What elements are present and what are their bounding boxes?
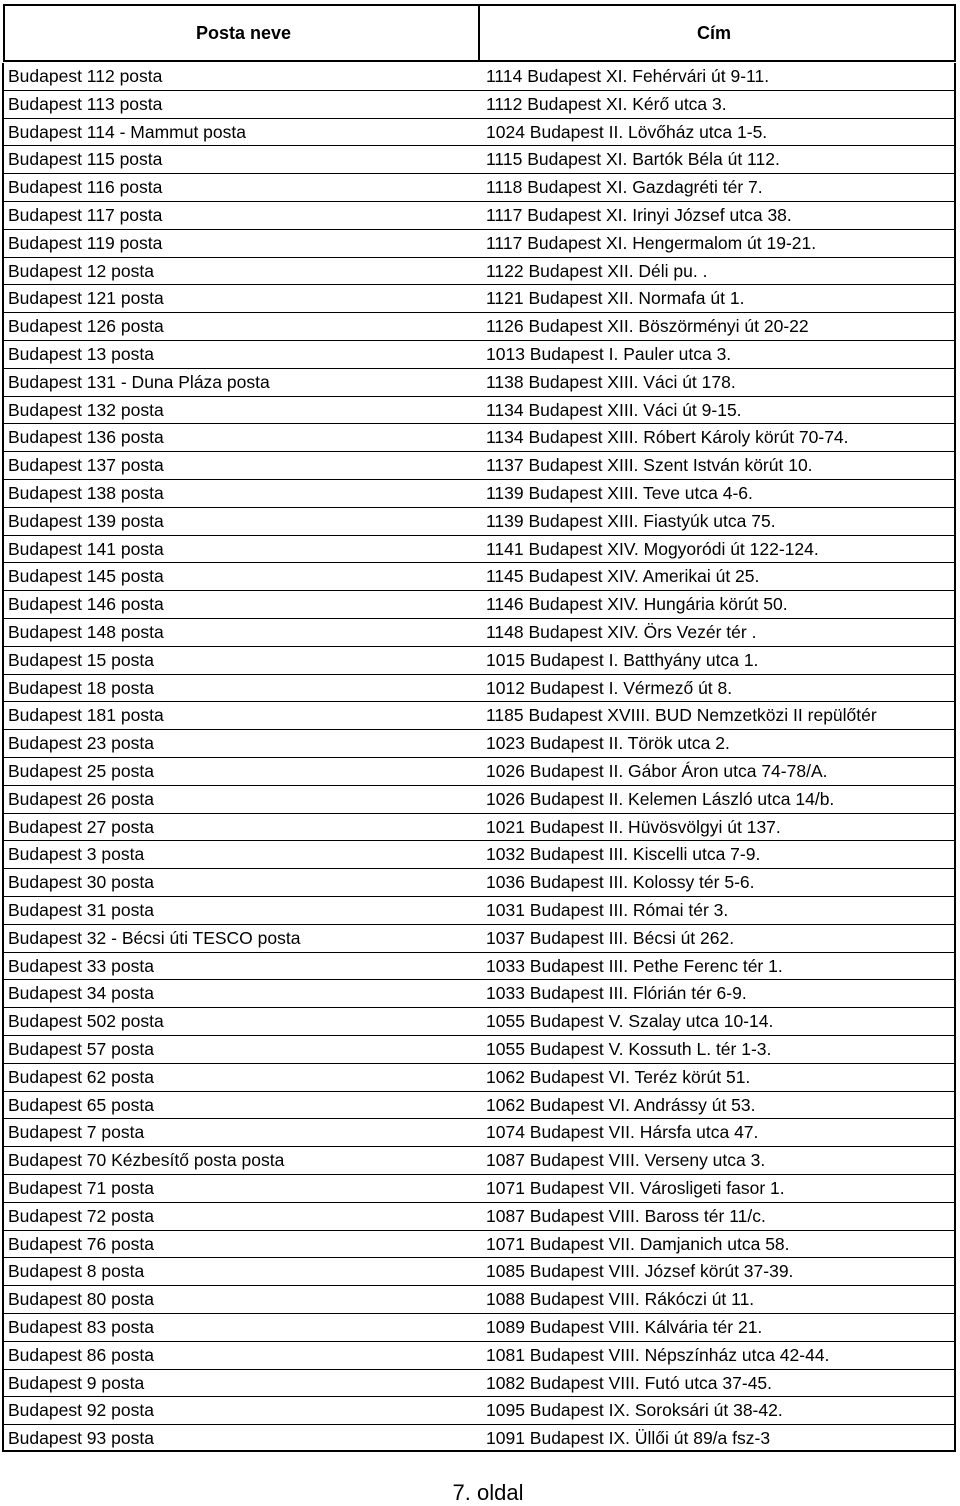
table-row (4, 285, 954, 313)
post-office-address: 1026 Budapest II. Gábor Áron utca 74-78/A. (486, 761, 828, 781)
post-office-address: 1134 Budapest XIII. Róbert Károly körút 70-74. (486, 427, 849, 448)
post-office-name: Budapest 139 posta (8, 510, 164, 531)
post-office-address: 1071 Budapest VII. Városligeti fasor 1. (486, 1178, 785, 1198)
post-office-name: Budapest 31 posta (8, 900, 154, 920)
post-office-address: 1117 Budapest XI. Irinyi József utca 38. (486, 205, 792, 225)
table-row (4, 953, 954, 981)
table-row (4, 925, 954, 953)
post-office-address: 1139 Budapest XIII. Fiastyúk utca 75. (486, 510, 776, 531)
table-row (4, 1314, 954, 1342)
post-office-address: 1091 Budapest IX. Üllői út 89/a fsz-3 (486, 1428, 771, 1449)
table-row (4, 341, 954, 369)
table-row (4, 1092, 954, 1120)
post-office-name: Budapest 57 posta (8, 1039, 154, 1059)
post-office-name: Budapest 13 posta (8, 344, 154, 364)
post-office-address: 1031 Budapest III. Római tér 3. (486, 900, 729, 920)
post-office-name: Budapest 8 posta (8, 1261, 145, 1282)
post-office-name: Budapest 138 posta (8, 483, 164, 503)
table-row (4, 1286, 954, 1314)
post-office-name: Budapest 65 posta (8, 1094, 154, 1115)
post-office-address: 1118 Budapest XI. Gazdagréti tér 7. (486, 177, 763, 198)
table-row (4, 1258, 954, 1286)
post-office-name: Budapest 115 posta (8, 149, 163, 170)
table-row (4, 814, 954, 842)
table-row (4, 758, 954, 786)
post-office-address: 1015 Budapest I. Batthyány utca 1. (486, 649, 759, 670)
page-number-label: 7. oldal (452, 1480, 524, 1505)
post-office-address: 1185 Budapest XVIII. BUD Nemzetközi II repülőtér (486, 705, 877, 726)
post-office-address: 1139 Budapest XIII. Teve utca 4-6. (486, 483, 753, 503)
post-office-name: Budapest 15 posta (8, 649, 154, 670)
post-office-address: 1074 Budapest VII. Hársfa utca 47. (486, 1122, 759, 1143)
post-office-name: Budapest 70 Kézbesítő posta posta (8, 1150, 285, 1171)
post-office-address: 1021 Budapest II. Hüvösvölgyi út 137. (486, 816, 781, 837)
table-row (4, 1008, 954, 1036)
table-row (4, 63, 954, 91)
post-office-name: Budapest 114 - Mammut posta (8, 121, 246, 142)
post-office-name: Budapest 145 posta (8, 566, 164, 587)
post-office-name: Budapest 116 posta (8, 177, 163, 198)
table-row (4, 202, 954, 230)
table-row (4, 591, 954, 619)
table-row (4, 313, 954, 341)
post-office-address: 1037 Budapest III. Bécsi út 262. (486, 927, 735, 948)
table-row (4, 119, 954, 147)
page-number (0, 1480, 960, 1506)
post-office-address: 1026 Budapest II. Kelemen László utca 14/b. (486, 788, 835, 809)
post-office-address: 1062 Budapest VI. Andrássy út 53. (486, 1094, 756, 1115)
post-office-name: Budapest 146 posta (8, 594, 164, 615)
post-office-address: 1023 Budapest II. Török utca 2. (486, 733, 730, 754)
table-row (4, 1119, 954, 1147)
post-office-name: Budapest 3 posta (8, 844, 145, 865)
post-office-name: Budapest 76 posta (8, 1233, 154, 1254)
post-office-name: Budapest 132 posta (8, 399, 164, 420)
table-row (4, 1397, 954, 1425)
post-office-address: 1082 Budapest VIII. Futó utca 37-45. (486, 1372, 773, 1393)
table-row (4, 1231, 954, 1259)
table-row (4, 1203, 954, 1231)
table-row (4, 397, 954, 425)
column-header-address (480, 4, 956, 62)
table-row (4, 174, 954, 202)
post-office-name: Budapest 112 posta (8, 66, 163, 86)
post-office-address: 1055 Budapest V. Kossuth L. tér 1-3. (486, 1039, 772, 1059)
table-row (4, 369, 954, 397)
table-row (4, 536, 954, 564)
post-office-address: 1134 Budapest XIII. Váci út 9-15. (486, 399, 742, 420)
table-row (4, 702, 954, 730)
column-header-name (3, 4, 480, 62)
table-row (4, 1064, 954, 1092)
post-office-address: 1024 Budapest II. Lövőház utca 1-5. (486, 121, 768, 142)
post-office-name: Budapest 141 posta (8, 538, 164, 559)
table-row (4, 675, 954, 703)
post-office-name: Budapest 131 - Duna Pláza posta (8, 371, 270, 392)
post-office-address: 1081 Budapest VIII. Népszínház utca 42-44. (486, 1344, 830, 1365)
post-office-name: Budapest 32 - Bécsi úti TESCO posta (8, 927, 301, 948)
post-office-address: 1033 Budapest III. Pethe Ferenc tér 1. (486, 955, 783, 976)
post-office-name: Budapest 117 posta (8, 205, 163, 225)
post-office-name: Budapest 12 posta (8, 260, 154, 281)
post-office-address: 1055 Budapest V. Szalay utca 10-14. (486, 1011, 774, 1032)
post-office-address: 1117 Budapest XI. Hengermalom út 19-21. (486, 232, 817, 253)
table-row (4, 146, 954, 174)
post-office-address: 1145 Budapest XIV. Amerikai út 25. (486, 566, 760, 587)
post-office-address: 1071 Budapest VII. Damjanich utca 58. (486, 1233, 790, 1254)
post-office-name: Budapest 86 posta (8, 1344, 154, 1365)
post-office-name: Budapest 9 posta (8, 1372, 145, 1393)
post-office-name: Budapest 26 posta (8, 788, 154, 809)
table-row (4, 980, 954, 1008)
post-office-name: Budapest 126 posta (8, 316, 164, 337)
post-office-name: Budapest 25 posta (8, 761, 154, 781)
table-row (4, 1342, 954, 1370)
table-row (4, 1370, 954, 1398)
post-office-address: 1036 Budapest III. Kolossy tér 5-6. (486, 872, 755, 893)
table-row (4, 841, 954, 869)
post-office-address: 1112 Budapest XI. Kérő utca 3. (486, 93, 727, 114)
post-office-address: 1115 Budapest XI. Bartók Béla út 112. (486, 149, 780, 170)
post-office-address: 1087 Budapest VIII. Verseny utca 3. (486, 1150, 766, 1171)
table-row (4, 563, 954, 591)
post-office-address: 1137 Budapest XIII. Szent István körút 10. (486, 455, 813, 476)
post-office-name: Budapest 113 posta (8, 93, 163, 114)
table-row (4, 1036, 954, 1064)
post-office-name: Budapest 119 posta (8, 232, 163, 253)
column-header-name-label: Posta neve (195, 22, 292, 43)
table-row (4, 1147, 954, 1175)
post-office-address: 1089 Budapest VIII. Kálvária tér 21. (486, 1317, 763, 1337)
table-body (2, 63, 956, 1452)
post-office-name: Budapest 71 posta (8, 1178, 154, 1198)
post-office-address: 1012 Budapest I. Vérmező út 8. (486, 677, 733, 698)
post-office-address: 1033 Budapest III. Flórián tér 6-9. (486, 983, 747, 1004)
table-row (4, 619, 954, 647)
post-office-address: 1126 Budapest XII. Böszörményi út 20-22 (486, 316, 809, 337)
table-row (4, 730, 954, 758)
table-row (4, 786, 954, 814)
post-office-address: 1148 Budapest XIV. Örs Vezér tér . (486, 622, 757, 642)
post-office-name: Budapest 136 posta (8, 427, 164, 448)
post-office-name: Budapest 7 posta (8, 1122, 145, 1143)
post-office-name: Budapest 83 posta (8, 1317, 154, 1337)
post-office-address: 1062 Budapest VI. Teréz körút 51. (486, 1066, 751, 1087)
post-office-address: 1121 Budapest XII. Normafa út 1. (486, 288, 745, 309)
post-office-address: 1013 Budapest I. Pauler utca 3. (486, 344, 732, 364)
table-row (4, 508, 954, 536)
post-office-name: Budapest 27 posta (8, 816, 154, 837)
table-row (4, 897, 954, 925)
post-office-address: 1087 Budapest VIII. Baross tér 11/c. (486, 1205, 766, 1226)
post-office-address: 1122 Budapest XII. Déli pu. . (486, 260, 708, 281)
table-row (4, 869, 954, 897)
post-office-name: Budapest 137 posta (8, 455, 164, 476)
table-row (4, 452, 954, 480)
table-row (4, 230, 954, 258)
post-office-address: 1138 Budapest XIII. Váci út 178. (486, 371, 736, 392)
post-office-address: 1095 Budapest IX. Soroksári út 38-42. (486, 1400, 783, 1421)
post-office-address: 1114 Budapest XI. Fehérvári út 9-11. (486, 66, 770, 86)
post-office-address: 1085 Budapest VIII. József körút 37-39. (486, 1261, 794, 1282)
post-office-name: Budapest 30 posta (8, 872, 154, 893)
post-office-name: Budapest 33 posta (8, 955, 154, 976)
post-office-name: Budapest 18 posta (8, 677, 154, 698)
post-office-address: 1032 Budapest III. Kiscelli utca 7-9. (486, 844, 761, 865)
table-row (4, 480, 954, 508)
post-office-name: Budapest 72 posta (8, 1205, 154, 1226)
post-office-name: Budapest 121 posta (8, 288, 164, 309)
post-office-name: Budapest 80 posta (8, 1289, 154, 1310)
table-row (4, 1425, 954, 1453)
post-office-name: Budapest 34 posta (8, 983, 154, 1004)
post-office-name: Budapest 148 posta (8, 622, 164, 642)
table-header (3, 4, 956, 62)
post-office-name: Budapest 62 posta (8, 1066, 154, 1087)
post-office-name: Budapest 502 posta (8, 1011, 164, 1032)
post-office-name: Budapest 181 posta (8, 705, 164, 726)
post-office-name: Budapest 23 posta (8, 733, 154, 754)
table-row (4, 424, 954, 452)
post-office-name: Budapest 92 posta (8, 1400, 154, 1421)
table-row (4, 91, 954, 119)
post-office-name: Budapest 93 posta (8, 1428, 154, 1449)
column-header-address-label: Cím (696, 22, 731, 43)
table-row (4, 1175, 954, 1203)
table-row (4, 647, 954, 675)
table-row (4, 258, 954, 286)
post-office-address: 1146 Budapest XIV. Hungária körút 50. (486, 594, 788, 615)
post-office-address: 1088 Budapest VIII. Rákóczi út 11. (486, 1289, 755, 1310)
post-office-address: 1141 Budapest XIV. Mogyoródi út 122-124. (486, 538, 819, 559)
